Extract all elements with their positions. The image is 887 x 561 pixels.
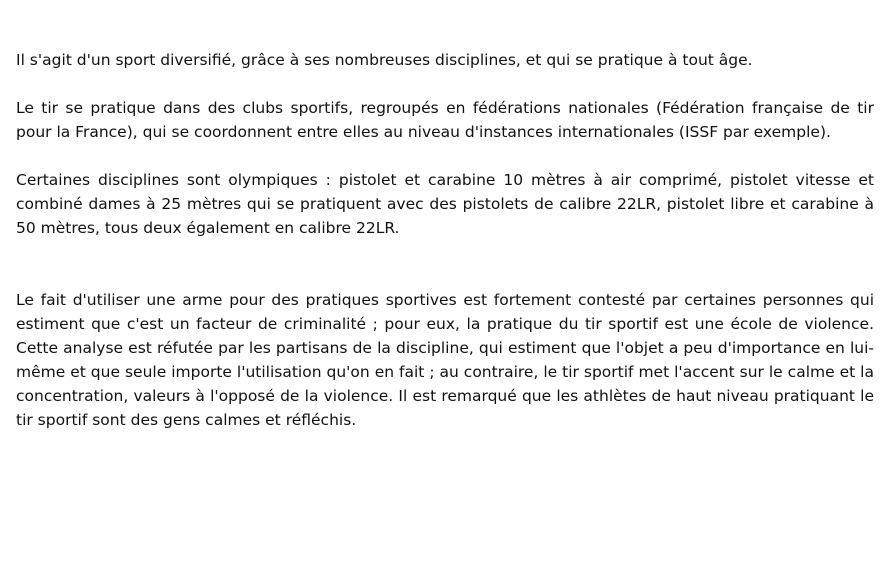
paragraph-intro: Il s'agit d'un sport diversifié, grâce à ses nombreuses disciplines, et qui se pratique à tout âge. [16,51,753,69]
paragraph-spacer [16,240,874,288]
paragraph-olympic-disciplines: Certaines disciplines sont olympiques : pistolet et carabine 10 mètres à air comprimé, pistolet vitesse et combiné dames à 25 mètres qui se pratiquent avec des pistolets de calibre 22LR, pistolet libre et carabine à 50 mètres, tous deux également en calibre 22LR. [16,171,874,237]
document-page [16,48,874,432]
paragraph-clubs: Le tir se pratique dans des clubs sportifs, regroupés en fédérations nationales (Fédération française de tir pour la France), qui se coordonnent entre elles au niveau d'instances internationales (ISSF par exemple). [16,99,874,141]
paragraph-controversy: Le fait d'utiliser une arme pour des pratiques sportives est fortement contesté par certaines personnes qui estiment que c'est un facteur de criminalité ; pour eux, la pratique du tir sportif est une école de violence. Cette analyse est réfutée par les partisans de la discipline, qui estiment que l'objet a peu d'importance en lui-même et que seule importe l'utilisation qu'on en fait ; au contraire, le tir sportif met l'accent sur le calme et la concentration, valeurs à l'opposé de la violence. Il est remarqué que les athlètes de haut niveau pratiquant le tir sportif sont des gens calmes et réfléchis. [16,291,874,429]
paragraph-spacer [16,144,874,168]
paragraph-spacer [16,72,874,96]
